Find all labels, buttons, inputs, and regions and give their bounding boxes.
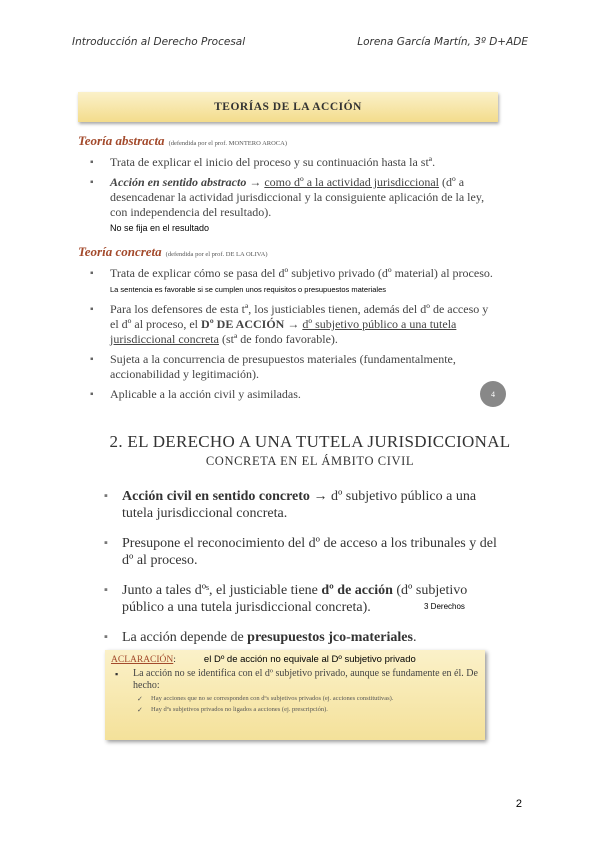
theory-concreta-title: Teoría concreta bbox=[78, 244, 162, 259]
check-icon: ✓ bbox=[137, 695, 143, 703]
list-item: ▪ La acción depende de presupuestos jco-materiales. bbox=[104, 630, 417, 645]
check-icon: ✓ bbox=[137, 706, 143, 714]
handwritten-annotation: La sentencia es favorable si se cumplen unos requisitos o presupuestos materiales bbox=[110, 285, 386, 294]
theory-concreta-heading bbox=[78, 244, 268, 260]
list-item: ▪ La acción no se identifica con el dº subjetivo privado, aunque se fundamente en él. De hecho: bbox=[115, 668, 478, 691]
handwritten-annotation: 3 Derechos bbox=[424, 602, 465, 611]
list-item: ▪ Presupone el reconocimiento del dº de acceso a los tribunales y del dº al proceso. bbox=[104, 536, 497, 568]
bullet-icon: ▪ bbox=[104, 537, 108, 549]
list-item: ✓ Hay acciones que no se corresponden con dºs subjetivos privados (ej. acciones constitutivas). bbox=[137, 695, 394, 703]
bullet-icon: ▪ bbox=[90, 304, 94, 315]
handwritten-annotation: el Dº de acción no equivale al Dº subjetivo privado bbox=[203, 654, 416, 665]
arrow-icon: → bbox=[287, 317, 300, 331]
aclaracion-heading: ACLARACIÓN: el Dº de acción no equivale al Dº subjetivo privado bbox=[111, 654, 416, 665]
section-banner: TEORÍAS DE LA ACCIÓN bbox=[78, 92, 498, 122]
list-item: ▪ Acción en sentido abstracto → como dº a la actividad jurisdiccional (dº a desencadenar la actividad jurisdiccional y la consiguiente aplicación de la ley, con independencia del resultado). No se fija en el resultado bbox=[90, 175, 485, 233]
aclaracion-box bbox=[105, 650, 485, 740]
theory-abstracta-note: (defendida por el prof. MONTERO AROCA) bbox=[168, 140, 287, 147]
handwritten-annotation: No se fija en el resultado bbox=[110, 223, 210, 233]
section-subtitle: CONCRETA EN EL ÁMBITO CIVIL bbox=[205, 454, 415, 468]
arrow-icon: → bbox=[313, 489, 328, 504]
bullet-icon: ▪ bbox=[104, 631, 108, 643]
bullet-icon: ▪ bbox=[90, 268, 94, 279]
list-item: ▪ Trata de explicar cómo se pasa del dº subjetivo privado (dº material) al proceso. La sentencia es favorable si se cumplen unos requisitos o presupuestos materiales bbox=[90, 266, 493, 294]
abstracta-list bbox=[90, 155, 498, 241]
concreta-list bbox=[90, 266, 498, 407]
bullet-icon: ▪ bbox=[90, 354, 94, 365]
bullet-icon: ▪ bbox=[104, 584, 108, 596]
bullet-icon: ▪ bbox=[90, 389, 94, 400]
theory-abstracta-heading bbox=[78, 133, 287, 149]
list-item: ▪ Junto a tales dºˢ, el justiciable tiene dº de acción (dº subjetivo público a una tutela jurisdiccional concreta). bbox=[104, 583, 468, 615]
list-item: ▪ Sujeta a la concurrencia de presupuestos materiales (fundamentalmente, accionabilidad y legitimación). bbox=[90, 352, 456, 381]
header-left: Introducción al Derecho Procesal bbox=[72, 36, 246, 48]
list-item: ▪ Acción civil en sentido concreto → dº subjetivo público a una tutela jurisdiccional concreta. bbox=[104, 489, 477, 521]
bullet-icon: ▪ bbox=[115, 669, 119, 679]
bullet-icon: ▪ bbox=[90, 177, 94, 188]
list-item: ▪ Trata de explicar el inicio del proceso y su continuación hasta la stª. bbox=[90, 155, 436, 169]
header-right: Lorena García Martín, 3º D+ADE bbox=[357, 36, 528, 48]
bullet-icon: ▪ bbox=[104, 490, 108, 502]
slide-number-badge: 4 bbox=[480, 381, 506, 407]
section-title: 2. EL DERECHO A UNA TUTELA JURISDICCIONAL bbox=[109, 432, 511, 451]
theory-abstracta-title: Teoría abstracta bbox=[78, 133, 165, 148]
theory-concreta-note: (defendida por el prof. DE LA OLIVA) bbox=[165, 251, 268, 258]
page-number: 2 bbox=[515, 798, 522, 810]
list-item: ▪ Para los defensores de esta tª, los justiciables tienen, además del dº de acceso y el dº al proceso, el Dº DE ACCIÓN → dº subjetivo público a una tutela jurisdiccional concreta (stª de fondo favorable). bbox=[90, 302, 489, 346]
arrow-icon: → bbox=[249, 175, 262, 189]
aclaracion-label: ACLARACIÓN bbox=[111, 655, 174, 665]
list-item: ✓ Hay dºs subjetivos privados no ligados a acciones (ej. prescripción). bbox=[137, 706, 328, 714]
section-list bbox=[104, 488, 504, 659]
bullet-icon: ▪ bbox=[90, 157, 94, 168]
aclaracion-list bbox=[111, 668, 479, 714]
list-item: ▪ Aplicable a la acción civil y asimiladas. bbox=[90, 387, 301, 401]
